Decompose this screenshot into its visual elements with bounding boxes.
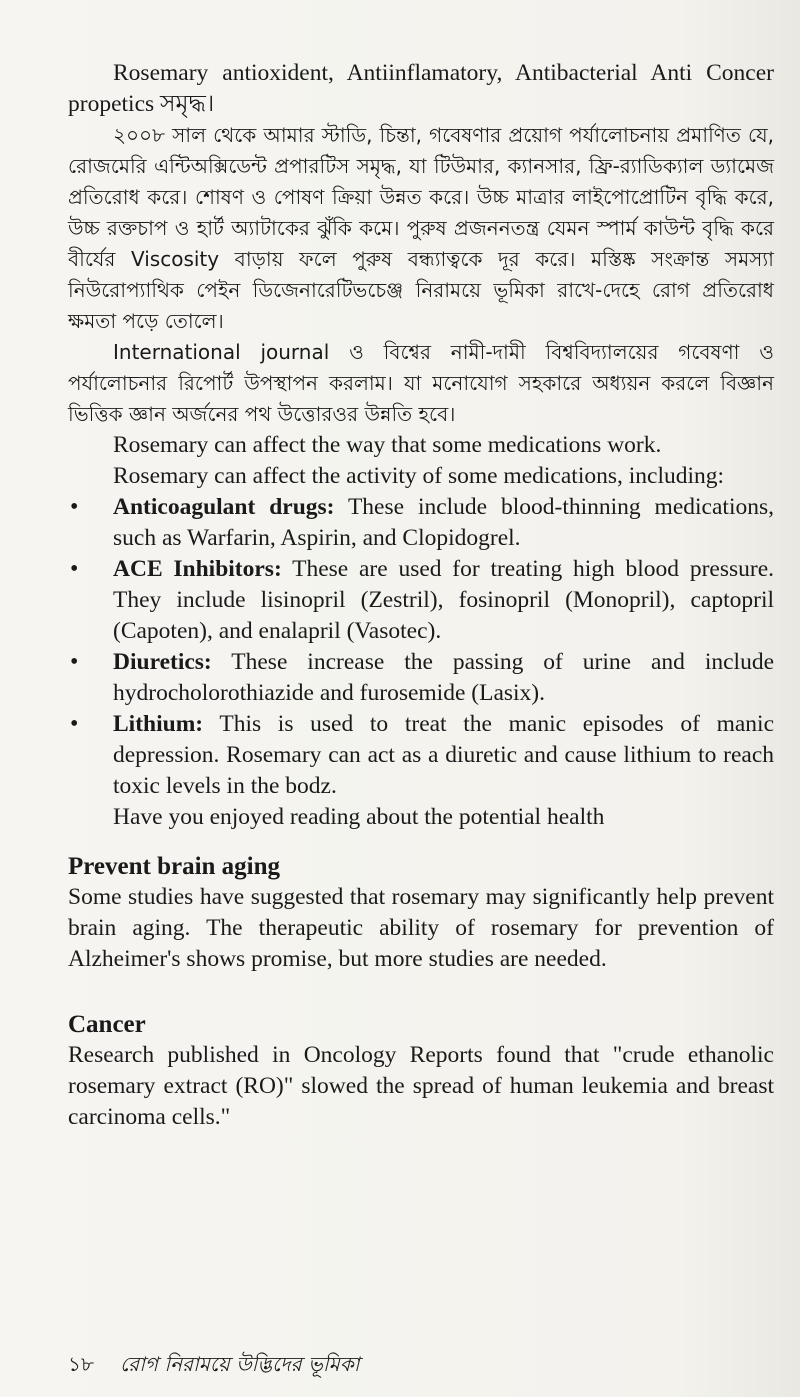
list-item-term: Diuretics: [113,649,212,675]
closing-line: Have you enjoyed reading about the potential health [113,804,605,830]
list-item [68,554,774,647]
section-heading: Prevent brain aging [68,853,281,880]
list-item-term: Anticoagulant drugs: [113,494,335,520]
list-item-text: This is used to treat the manic episodes of manic depression. Rosemary can act as a diuretic and cause lithium to reach toxic levels in the bodz. [113,711,774,799]
page-number: ১৮ [68,1352,94,1376]
list-item [68,647,774,709]
section-cancer [68,1009,774,1133]
list-item-text: These are used for treating high blood pressure. They include lisinopril (Zestril), fosinopril (Monopril), captopril (Capoten), and enalapril (Vasotec). [113,556,775,644]
list-item [68,709,774,802]
section-body: Some studies have suggested that rosemary may significantly help prevent brain aging. The therapeutic ability of rosemary for prevention of Alzheimer's shows promise, but more studies are needed. [68,884,774,972]
medications-list [68,492,774,802]
intro-paragraph-3: International journal ও বিশ্বের নামী-দামী বিশ্ববিদ্যালয়ের গবেষণা ও পর্যালোচনার রিপোর্ট উপস্থাপন করলাম। যা মনোযোগ সহকারে অধ্যয়ন করলে বিজ্ঞান ভিত্তিক জ্ঞান অর্জনের পথ উত্তোরওর উন্নতি হবে। [68,340,774,426]
list-item-term: ACE Inhibitors: [113,556,282,582]
intro-paragraph-2: ২০০৮ সাল থেকে আমার স্টাডি, চিন্তা, গবেষণার প্রয়োগ পর্যালোচনায় প্রমাণিত যে, রোজমেরি এন্টিঅক্সিডেন্ট প্রপারটিস সমৃদ্ধ, যা টিউমার, ক্যানসার, ফ্রি-র‍্যাডিক্যাল ড্যামেজ প্রতিরোধ করে। শোষণ ও পোষণ ক্রিয়া উন্নত করে। উচ্চ মাত্রার লাইপোপ্রোটিন বৃদ্ধি করে, উচ্চ রক্তচাপ ও হার্ট অ্যাটাকের ঝুঁকি কমে। পুরুষ প্রজননতন্ত্র যেমন স্পার্ম কাউন্ট বৃদ্ধি করে বীর্যের Viscosity বাড়ায় ফলে পুরুষ বন্ধ্যাত্বকে দূর করে। মস্তিষ্ক সংক্রান্ত সমস্যা নিউরোপ্যাথিক পেইন ডিজেনারেটিভচেঞ্জ নিরাময়ে ভূমিকা রাখে-দেহে রোগ প্রতিরোধ ক্ষমতা পড়ে তোলে। [68,123,774,333]
section-body: Research published in Oncology Reports found that "crude ethanolic rosemary extract (RO)" slowed the spread of human leukemia and breast carcinoma cells." [68,1042,774,1130]
book-title: রোগ নিরাময়ে উদ্ভিদের ভূমিকা [119,1352,360,1376]
list-item-term: Lithium: [113,711,204,737]
intro-paragraph-4: Rosemary can affect the way that some medications work. [113,432,662,458]
section-brain-aging [68,851,774,975]
list-item-text: These increase the passing of urine and include hydrocholorothiazide and furosemide (Lasix). [113,649,774,706]
intro-paragraph-1: Rosemary antioxident, Antiinflamatory, Antibacterial Anti Concer propetics সমৃদ্ধ। [68,60,774,117]
intro-paragraph-5: Rosemary can affect the activity of some medications, including: [113,463,725,489]
section-heading: Cancer [68,1011,146,1038]
list-item-text: These include blood-thinning medications, such as Warfarin, Aspirin, and Clopidogrel. [113,494,774,551]
list-item [68,492,774,554]
page-content [68,58,774,1133]
page-footer [68,1350,360,1383]
